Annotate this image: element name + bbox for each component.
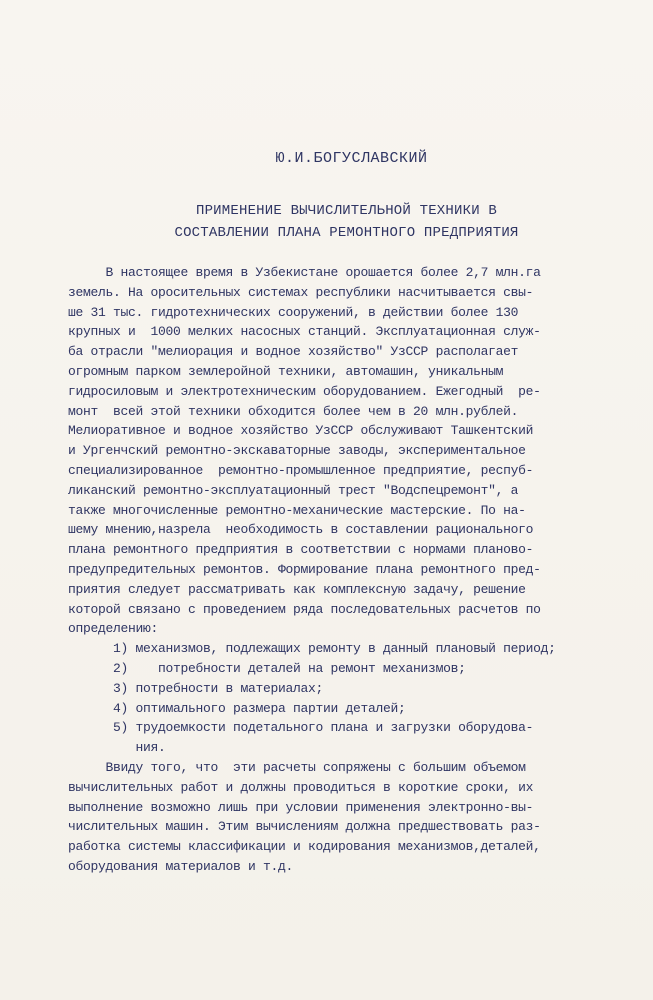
body-line: выполнение возможно лишь при условии применения электронно-вы- xyxy=(68,799,534,815)
body-line: предупредительных ремонтов. Формирование плана ремонтного пред- xyxy=(68,561,541,577)
list-item: 4) оптимального размера партии деталей; xyxy=(68,700,406,716)
author-name: Ю.И.БОГУСЛАВСКИЙ xyxy=(275,150,428,167)
list-item: 5) трудоемкости подетального плана и загрузки оборудова- xyxy=(68,720,534,736)
body-line: и Ургенчский ремонтно-экскаваторные заводы, экспериментальное xyxy=(68,443,526,459)
title-line: ПРИМЕНЕНИЕ ВЫЧИСЛИТЕЛЬНОЙ ТЕХНИКИ В xyxy=(195,203,498,219)
body-line: Мелиоративное и водное хозяйство УзССР обслуживают Ташкентский xyxy=(68,423,534,439)
list-item: 1) механизмов, подлежащих ремонту в данный плановый период; xyxy=(68,641,556,657)
body-line: ба отрасли "мелиорация и водное хозяйство" УзССР располагает xyxy=(68,344,519,360)
list-item: 2) потребности деталей на ремонт механизмов; xyxy=(68,660,466,676)
body-line: ше 31 тыс. гидротехнических сооружений, в действии более 130 xyxy=(68,304,519,320)
list-item: ния. xyxy=(68,740,166,756)
list-item: 3) потребности в материалах; xyxy=(68,680,324,696)
body-line: крупных и 1000 мелких насосных станций. Эксплуатационная служ- xyxy=(68,324,541,340)
body-line: вычислительных работ и должны проводиться в короткие сроки, их xyxy=(68,779,534,795)
body-line: числительных машин. Этим вычислениям должна предшествовать раз- xyxy=(68,819,541,835)
body-line: огромным парком землеройной техники, автомашин, уникальным xyxy=(68,363,504,379)
body-line: гидросиловым и электротехническим оборудованием. Ежегодный ре- xyxy=(68,383,541,399)
body-line: которой связано с проведением ряда последовательных расчетов по xyxy=(68,601,541,617)
body-line: также многочисленные ремонтно-механические мастерские. По на- xyxy=(68,502,526,518)
body-line: приятия следует рассматривать как комплексную задачу, решение xyxy=(68,581,526,597)
title-line: СОСТАВЛЕНИИ ПЛАНА РЕМОНТНОГО ПРЕДПРИЯТИЯ xyxy=(174,225,519,241)
body-line: определению: xyxy=(68,621,159,637)
body-line: монт всей этой техники обходится более чем в 20 млн.рублей. xyxy=(68,403,519,419)
body-line: плана ремонтного предприятия в соответствии с нормами планово- xyxy=(68,542,534,558)
body-line: ликанский ремонтно-эксплуатационный трест "Водспецремонт", а xyxy=(68,482,519,498)
body-text xyxy=(68,263,628,877)
body-line: оборудования материалов и т.д. xyxy=(68,858,294,874)
body-line: В настоящее время в Узбекистане орошается более 2,7 млн.га xyxy=(68,265,541,280)
body-line: Ввиду того, что эти расчеты сопряжены с большим объемом xyxy=(68,759,526,775)
body-line: земель. На оросительных системах республики насчитывается свы- xyxy=(68,284,534,300)
body-line: шему мнению,назрела необходимость в составлении рационального xyxy=(68,522,534,538)
body-line: специализированное ремонтно-промышленное предприятие, респуб- xyxy=(68,462,534,478)
body-line: работка системы классификации и кодирования механизмов,деталей, xyxy=(68,839,541,855)
document-title xyxy=(0,200,653,244)
